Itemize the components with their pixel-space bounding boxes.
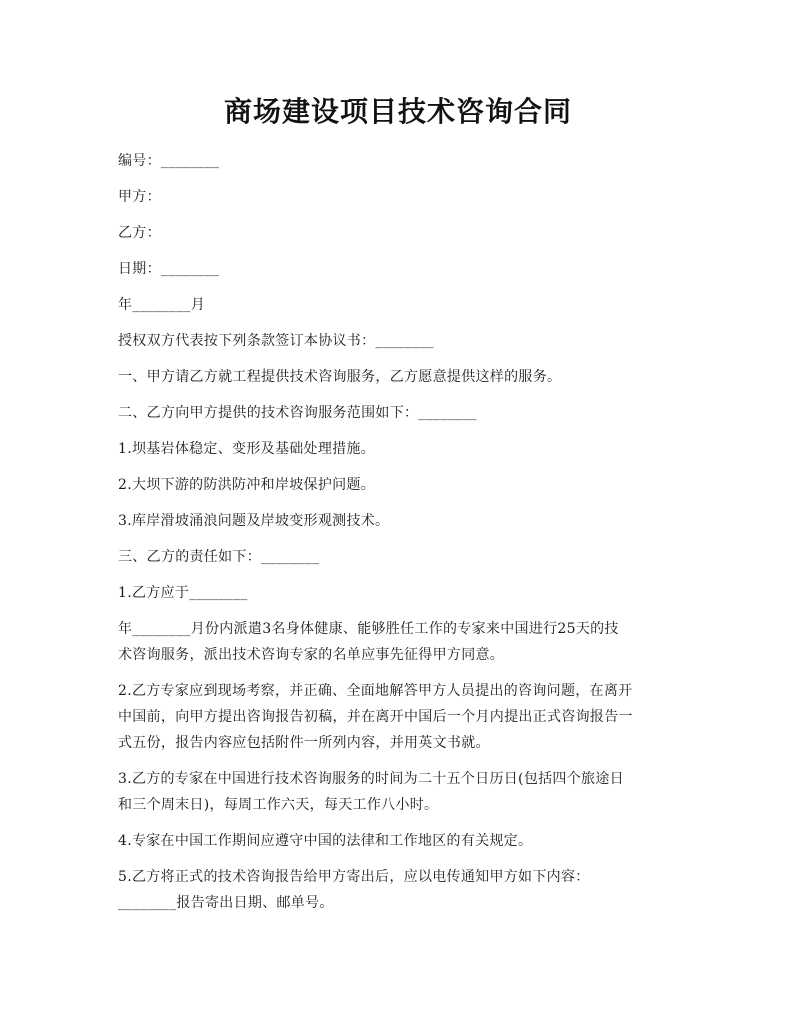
text-line: 式五份，报告内容应包括附件一所列内容，并用英文书就。 xyxy=(118,735,490,751)
authorization-line: 授权双方代表按下列条款签订本协议书：________ xyxy=(118,333,434,349)
duty-item-1-body xyxy=(118,616,683,668)
text-line: 中国前，向甲方提出咨询报告初稿，并在离开中国后一个月内提出正式咨询报告一 xyxy=(118,709,633,725)
section-2: 二、乙方向甲方提供的技术咨询服务范围如下：________ xyxy=(118,405,477,421)
section-1: 一、甲方请乙方就工程提供技术咨询服务，乙方愿意提供这样的服务。 xyxy=(118,369,562,385)
duty-item-2 xyxy=(118,678,683,756)
section-3: 三、乙方的责任如下：________ xyxy=(118,549,320,565)
duty-item-1-start: 1.乙方应于________ xyxy=(118,585,248,601)
party-b-line: 乙方： xyxy=(118,225,161,241)
duty-item-3 xyxy=(118,766,683,818)
scope-item-1: 1.坝基岩体稳定、变形及基础处理措施。 xyxy=(118,441,376,457)
scope-item-3: 3.库岸滑坡涌浪问题及岸坡变形观测技术。 xyxy=(118,513,390,529)
text-line: 年________月份内派遣3名身体健康、能够胜任工作的专家来中国进行25天的技 xyxy=(118,621,619,637)
text-line: 4.专家在中国工作期间应遵守中国的法律和工作地区的有关规定。 xyxy=(118,833,533,849)
text-line: 2.乙方专家应到现场考察，并正确、全面地解答甲方人员提出的咨询问题，在离开 xyxy=(118,683,633,699)
text-line: 术咨询服务，派出技术咨询专家的名单应事先征得甲方同意。 xyxy=(118,647,505,663)
duty-item-5 xyxy=(118,864,683,916)
text-line: 和三个周末日)，每周工作六天，每天工作八小时。 xyxy=(118,797,439,813)
party-a-line: 甲方： xyxy=(118,189,161,205)
text-line: 5.乙方将正式的技术咨询报告给甲方寄出后，应以电传通知甲方如下内容： xyxy=(118,869,590,885)
contract-number-line: 编号：________ xyxy=(118,153,220,169)
document-body xyxy=(118,148,683,926)
date-line: 日期：________ xyxy=(118,261,220,277)
scope-item-2: 2.大坝下游的防洪防冲和岸坡保护问题。 xyxy=(118,477,376,493)
document-title: 商场建设项目技术咨询合同 xyxy=(223,95,572,128)
year-month-line: 年________月 xyxy=(118,297,205,313)
duty-item-4 xyxy=(118,828,683,854)
text-line: ________报告寄出日期、邮单号。 xyxy=(118,895,334,911)
text-line: 3.乙方的专家在中国进行技术咨询服务的时间为二十五个日历日(包括四个旅途日 xyxy=(118,771,624,787)
